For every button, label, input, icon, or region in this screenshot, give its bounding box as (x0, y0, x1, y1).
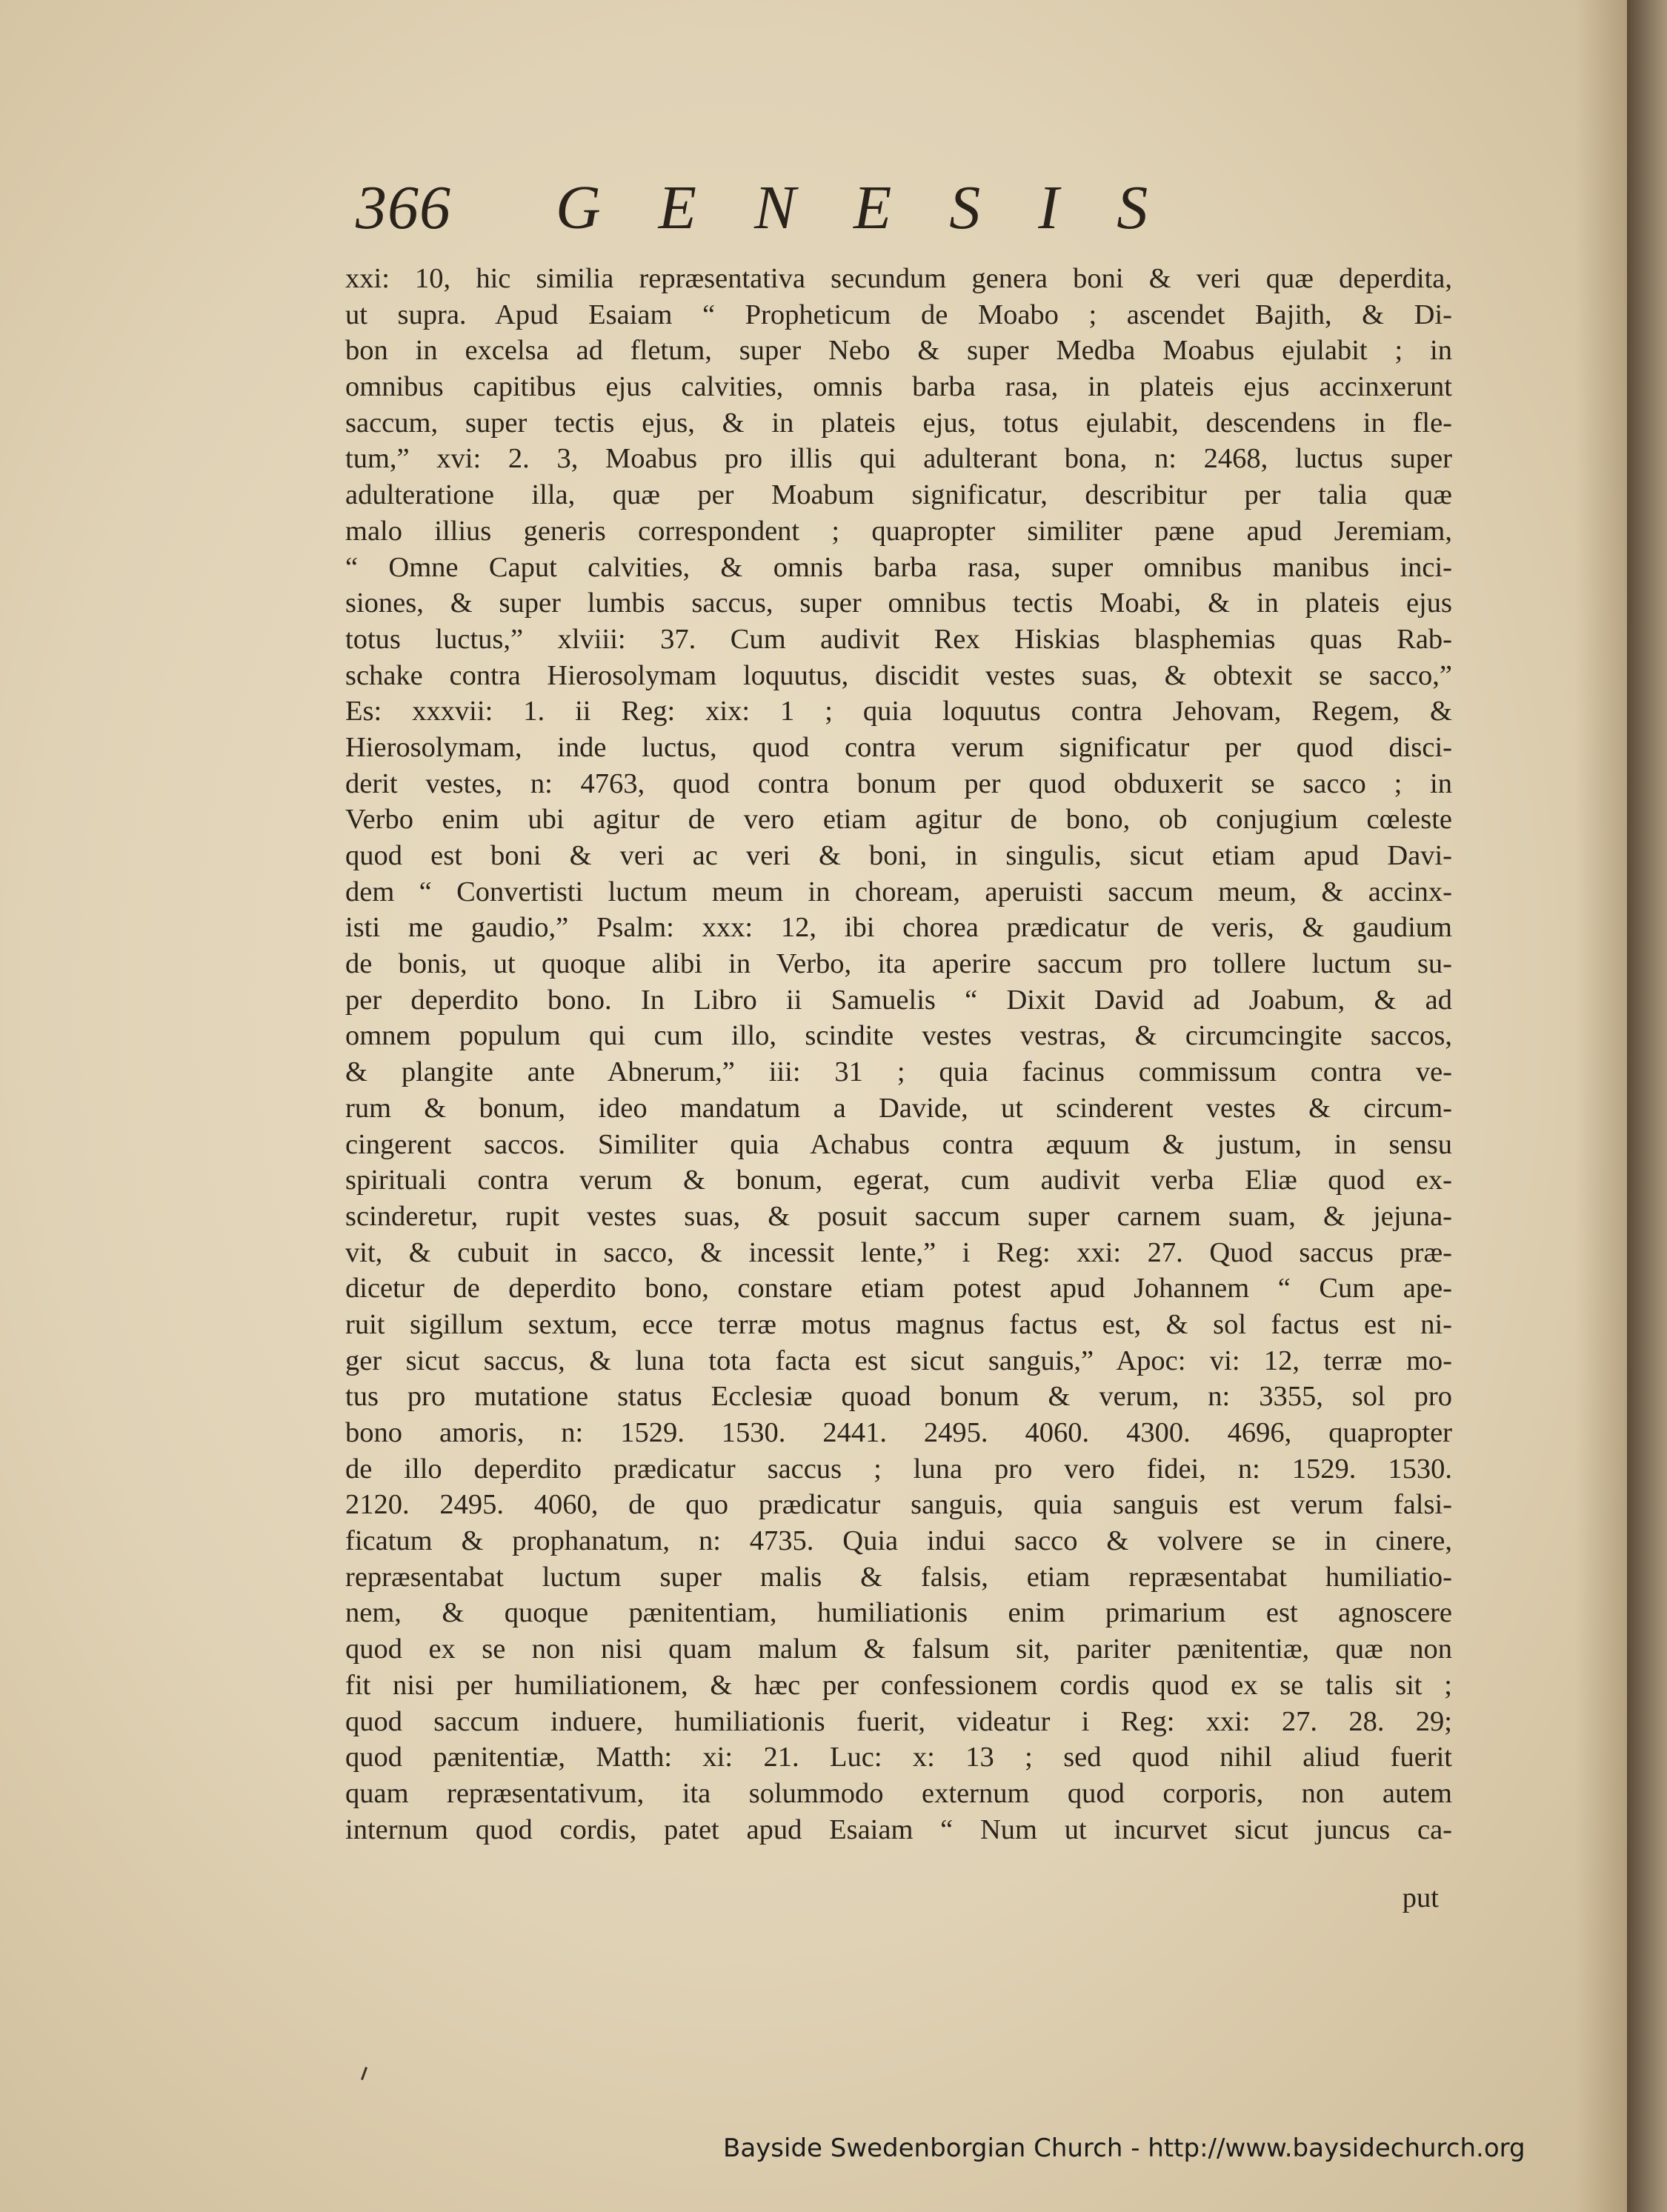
watermark-credit: Bayside Swedenborgian Church - http://www.baysidechurch.org (723, 2133, 1525, 2163)
text-line: Verbo enim ubi agitur de vero etiam agitur de bono, ob conjugium cœleste (345, 804, 1452, 836)
text-line: spirituali contra verum & bonum, egerat, cum audivit verba Eliæ quod ex- (345, 1165, 1452, 1196)
text-line: siones, & super lumbis saccus, super omnibus tectis Moabi, & in plateis ejus (345, 587, 1452, 619)
text-line: bono amoris, n: 1529. 1530. 2441. 2495. 4060. 4300. 4696, quapropter (345, 1417, 1452, 1448)
text-line: ut supra. Apud Esaiam “ Propheticum de Moabo ; ascendet Bajith, & Di- (345, 299, 1452, 330)
text-line: ficatum & prophanatum, n: 4735. Quia indui sacco & volvere se in cinere, (345, 1525, 1452, 1557)
text-line: nem, & quoque pænitentiam, humiliationis enim primarium est agnoscere (345, 1597, 1452, 1629)
text-line: internum quod cordis, patet apud Esaiam “ Num ut incurvet sicut juncus ca- (345, 1813, 1452, 1845)
text-line: quod pænitentiæ, Matth: xi: 21. Luc: x: 13 ; sed quod nihil aliud fuerit (345, 1742, 1452, 1773)
text-line: isti me gaudio,” Psalm: xxx: 12, ibi chorea prædicatur de veris, & gaudium (345, 912, 1452, 944)
text-line: & plangite ante Abnerum,” iii: 31 ; quia facinus commissum contra ve- (345, 1056, 1452, 1088)
text-line: tum,” xvi: 2. 3, Moabus pro illis qui adulterant bona, n: 2468, luctus super (345, 443, 1452, 475)
text-line: scinderetur, rupit vestes suas, & posuit saccum super carnem suam, & jejuna- (345, 1200, 1452, 1232)
text-line: tus pro mutatione status Ecclesiæ quoad bonum & verum, n: 3355, sol pro (345, 1381, 1452, 1413)
text-line: vit, & cubuit in sacco, & incessit lente,” i Reg: xxi: 27. Quod saccus præ- (345, 1236, 1452, 1268)
text-line: “ Omne Caput calvities, & omnis barba rasa, super omnibus manibus inci- (345, 551, 1452, 583)
page-header (356, 172, 1452, 253)
text-line: schake contra Hierosolymam loquutus, discidit vestes suas, & obtexit se sacco,” (345, 659, 1452, 691)
text-line: derit vestes, n: 4763, quod contra bonum per quod obduxerit se sacco ; in (345, 767, 1452, 799)
catchword: put (1402, 1882, 1439, 1913)
text-line: malo illius generis correspondent ; quapropter similiter pæne apud Jeremiam, (345, 515, 1452, 547)
running-head: GENESIS (556, 173, 1206, 242)
text-line: de illo deperdito prædicatur saccus ; luna pro vero fidei, n: 1529. 1530. (345, 1453, 1452, 1485)
text-line: omnem populum qui cum illo, scindite vestes vestras, & circumcingite saccos, (345, 1020, 1452, 1052)
text-line: quod ex se non nisi quam malum & falsum sit, pariter pænitentiæ, quæ non (345, 1633, 1452, 1665)
text-line: ruit sigillum sextum, ecce terræ motus magnus factus est, & sol factus est ni- (345, 1308, 1452, 1340)
text-line: bon in excelsa ad fletum, super Nebo & super Medba Moabus ejulabit ; in (345, 335, 1452, 367)
text-line: adulteratione illa, quæ per Moabum significatur, describitur per talia quæ (345, 479, 1452, 511)
text-line: Es: xxxvii: 1. ii Reg: xix: 1 ; quia loquutus contra Jehovam, Regem, & (345, 696, 1452, 727)
text-line: per deperdito bono. In Libro ii Samuelis “ Dixit David ad Joabum, & ad (345, 984, 1452, 1016)
text-line: quam repræsentativum, ita solummodo externum quod corporis, non autem (345, 1777, 1452, 1809)
text-line: cingerent saccos. Similiter quia Achabus contra æquum & justum, in sensu (345, 1128, 1452, 1160)
text-line: repræsentabat luctum super malis & falsis, etiam repræsentabat humiliatio- (345, 1561, 1452, 1593)
text-line: omnibus capitibus ejus calvities, omnis barba rasa, in plateis ejus accinxerunt (345, 371, 1452, 403)
text-line: fit nisi per humiliationem, & hæc per confessionem cordis quod ex se talis sit ; (345, 1669, 1452, 1701)
book-gutter (1627, 0, 1667, 2212)
text-line: ger sicut saccus, & luna tota facta est sicut sanguis,” Apoc: vi: 12, terræ mo- (345, 1345, 1452, 1376)
text-line: Hierosolymam, inde luctus, quod contra verum significatur per quod disci- (345, 731, 1452, 763)
text-line: dem “ Convertisti luctum meum in choream, aperuisti saccum meum, & accinx- (345, 876, 1452, 907)
ink-mark (361, 2067, 367, 2080)
text-line: quod est boni & veri ac veri & boni, in singulis, sicut etiam apud Davi- (345, 840, 1452, 871)
page-number: 366 (356, 173, 451, 242)
text-line: saccum, super tectis ejus, & in plateis ejus, totus ejulabit, descendens in fle- (345, 407, 1452, 439)
body-text (345, 261, 1452, 1848)
text-line: xxi: 10, hic similia repræsentativa secundum genera boni & veri quæ deperdita, (345, 263, 1452, 294)
text-line: 2120. 2495. 4060, de quo prædicatur sanguis, quia sanguis est verum falsi- (345, 1489, 1452, 1521)
text-line: rum & bonum, ideo mandatum a Davide, ut scinderent vestes & circum- (345, 1092, 1452, 1124)
text-line: de bonis, ut quoque alibi in Verbo, ita aperire saccum pro tollere luctum su- (345, 948, 1452, 980)
text-line: quod saccum induere, humiliationis fuerit, videatur i Reg: xxi: 27. 28. 29; (345, 1705, 1452, 1737)
text-line: totus luctus,” xlviii: 37. Cum audivit Rex Hiskias blasphemias quas Rab- (345, 623, 1452, 655)
text-line: dicetur de deperdito bono, constare etiam potest apud Johannem “ Cum ape- (345, 1273, 1452, 1305)
